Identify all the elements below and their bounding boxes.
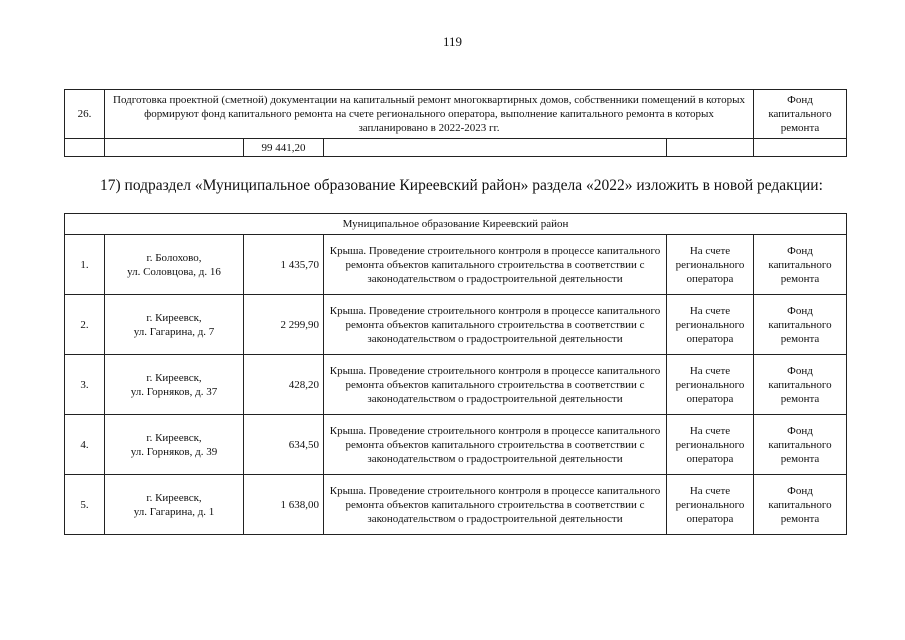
address-city: г. Болохово, xyxy=(146,251,202,264)
address-cell xyxy=(105,475,244,535)
address-cell xyxy=(105,295,244,355)
amount-cell: 1 638,00 xyxy=(244,475,324,535)
address-cell xyxy=(105,415,244,475)
amount-cell: 2 299,90 xyxy=(244,295,324,355)
row-number: 2. xyxy=(65,295,105,355)
address-city: г. Киреевск, xyxy=(146,491,202,504)
account-cell: На счете регионального оператора xyxy=(667,235,754,295)
work-description: Крыша. Проведение строительного контроля в процессе капитального ремонта объектов капитального строительства в соответствии с законодательством о градостроительной деятельности xyxy=(324,295,667,355)
total-amount: 99 441,20 xyxy=(244,139,324,157)
table-row xyxy=(65,235,847,295)
table-row xyxy=(65,90,847,139)
address-street: ул. Соловцова, д. 16 xyxy=(127,265,221,278)
address-cell xyxy=(105,355,244,415)
fund-cell: Фонд капитального ремонта xyxy=(754,475,847,535)
fund-cell: Фонд капитального ремонта xyxy=(754,90,847,139)
address-city: г. Киреевск, xyxy=(146,371,202,384)
main-table xyxy=(64,213,847,535)
work-description: Крыша. Проведение строительного контроля в процессе капитального ремонта объектов капитального строительства в соответствии с законодательством о градостроительной деятельности xyxy=(324,415,667,475)
address-city: г. Киреевск, xyxy=(146,431,202,444)
row-number: 26. xyxy=(65,90,105,139)
address-street: ул. Гагарина, д. 7 xyxy=(133,325,215,338)
fund-cell: Фонд капитального ремонта xyxy=(754,235,847,295)
row-number: 1. xyxy=(65,235,105,295)
table-title: Муниципальное образование Киреевский район xyxy=(65,214,847,235)
table-row xyxy=(65,139,847,157)
work-description: Крыша. Проведение строительного контроля в процессе капитального ремонта объектов капитального строительства в соответствии с законодательством о градостроительной деятельности xyxy=(324,235,667,295)
page-number: 119 xyxy=(442,34,463,49)
address-city: г. Киреевск, xyxy=(146,311,202,324)
address-street: ул. Гагарина, д. 1 xyxy=(133,505,215,518)
top-table xyxy=(64,89,847,157)
row-number: 4. xyxy=(65,415,105,475)
work-description: Крыша. Проведение строительного контроля в процессе капитального ремонта объектов капитального строительства в соответствии с законодательством о градостроительной деятельности xyxy=(324,475,667,535)
fund-cell: Фонд капитального ремонта xyxy=(754,355,847,415)
account-cell: На счете регионального оператора xyxy=(667,295,754,355)
fund-cell: Фонд капитального ремонта xyxy=(754,295,847,355)
table-row xyxy=(65,355,847,415)
table-row xyxy=(65,415,847,475)
amount-cell: 428,20 xyxy=(244,355,324,415)
account-cell: На счете регионального оператора xyxy=(667,415,754,475)
table-row xyxy=(65,295,847,355)
amount-cell: 1 435,70 xyxy=(244,235,324,295)
table-title-row xyxy=(65,214,847,235)
amount-cell: 634,50 xyxy=(244,415,324,475)
account-cell: На счете регионального оператора xyxy=(667,475,754,535)
address-street: ул. Горняков, д. 39 xyxy=(130,445,218,458)
address-street: ул. Горняков, д. 37 xyxy=(130,385,218,398)
section-heading: 17) подраздел «Муниципальное образование Киреевский район» раздела «2022» изложить в новой редакции: xyxy=(100,177,823,194)
row-description: Подготовка проектной (сметной) документации на капитальный ремонт многоквартирных домов, собственники помещений в которых формируют фонд капитального ремонта на счете регионального оператора, выполнение капитального ремонта в которых запланировано в 2022-2023 гг. xyxy=(105,90,754,139)
address-cell xyxy=(105,235,244,295)
row-number: 5. xyxy=(65,475,105,535)
fund-cell: Фонд капитального ремонта xyxy=(754,415,847,475)
table-row xyxy=(65,475,847,535)
account-cell: На счете регионального оператора xyxy=(667,355,754,415)
work-description: Крыша. Проведение строительного контроля в процессе капитального ремонта объектов капитального строительства в соответствии с законодательством о градостроительной деятельности xyxy=(324,355,667,415)
row-number: 3. xyxy=(65,355,105,415)
